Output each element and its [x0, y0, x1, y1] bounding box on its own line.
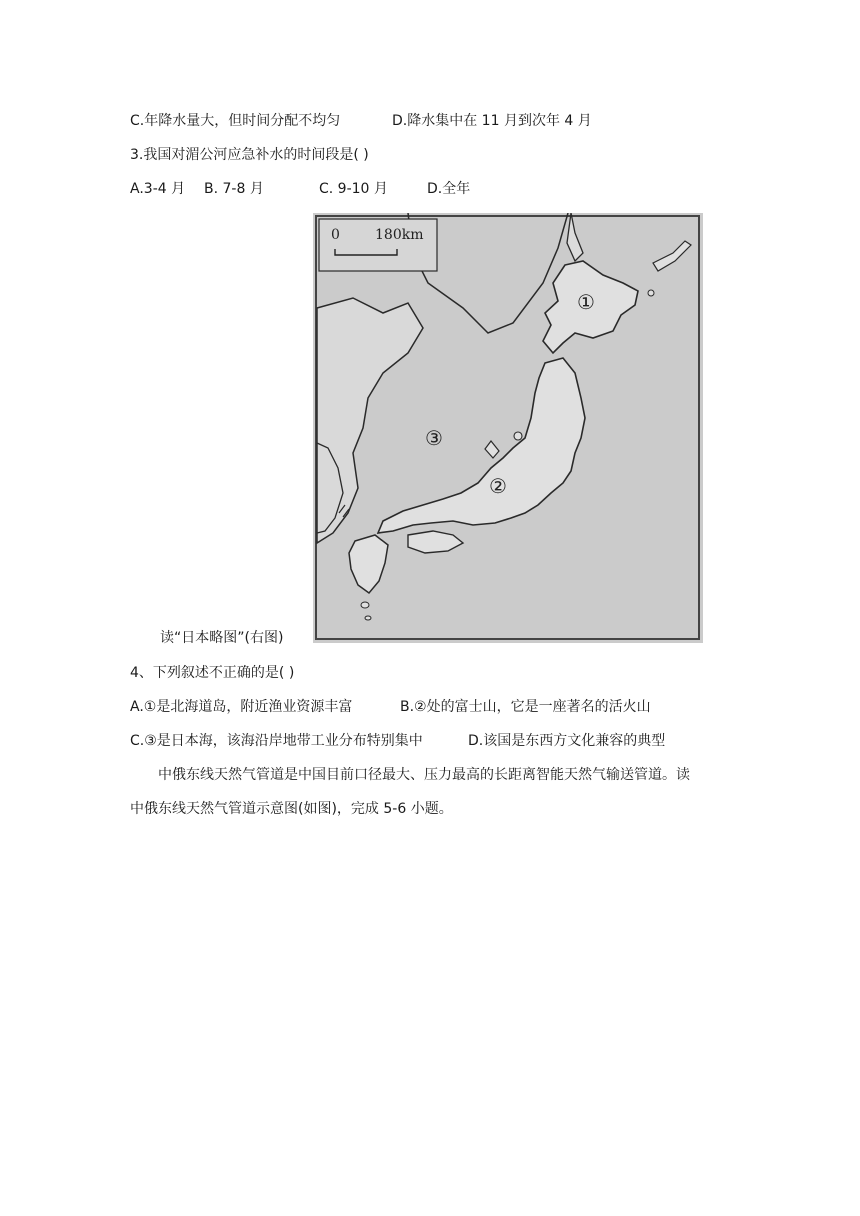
- scale-zero: 0: [331, 227, 340, 243]
- q3-option-c: C. 9-10 月: [319, 181, 388, 197]
- q4-stem: 4、下列叙述不正确的是( ): [130, 665, 295, 681]
- q2-option-d: D.降水集中在 11 月到次年 4 月: [392, 113, 592, 129]
- passage-line-1: 中俄东线天然气管道是中国目前口径最大、压力最高的长距离智能天然气输送管道。读: [158, 767, 690, 783]
- q3-stem: 3.我国对湄公河应急补水的时间段是( ): [130, 147, 369, 163]
- map-caption: 读“日本略图”(右图): [160, 630, 284, 646]
- scale-label: 180km: [375, 227, 424, 243]
- marker-1: ①: [577, 290, 595, 314]
- q4-option-b: B.②处的富士山，它是一座著名的活火山: [400, 699, 651, 715]
- passage-line-2: 中俄东线天然气管道示意图(如图)，完成 5-6 小题。: [130, 801, 453, 817]
- small-island: [648, 290, 654, 296]
- southern-islet-2: [365, 616, 371, 620]
- marker-3: ③: [425, 426, 443, 450]
- q4-option-a: A.①是北海道岛，附近渔业资源丰富: [130, 699, 353, 715]
- q3-option-b: B. 7-8 月: [204, 181, 264, 197]
- q4-option-c: C.③是日本海，该海沿岸地带工业分布特别集中: [130, 733, 423, 749]
- q3-option-a: A.3-4 月: [130, 181, 186, 197]
- japan-map: [313, 213, 703, 643]
- q3-option-d: D.全年: [427, 181, 471, 197]
- marker-2: ②: [489, 474, 507, 498]
- q4-option-d: D.该国是东西方文化兼容的典型: [468, 733, 666, 749]
- sado-island: [514, 432, 522, 440]
- southern-islet-1: [361, 602, 369, 608]
- q2-option-c: C.年降水量大，但时间分配不均匀: [130, 113, 341, 129]
- japan-map-figure: [313, 213, 703, 643]
